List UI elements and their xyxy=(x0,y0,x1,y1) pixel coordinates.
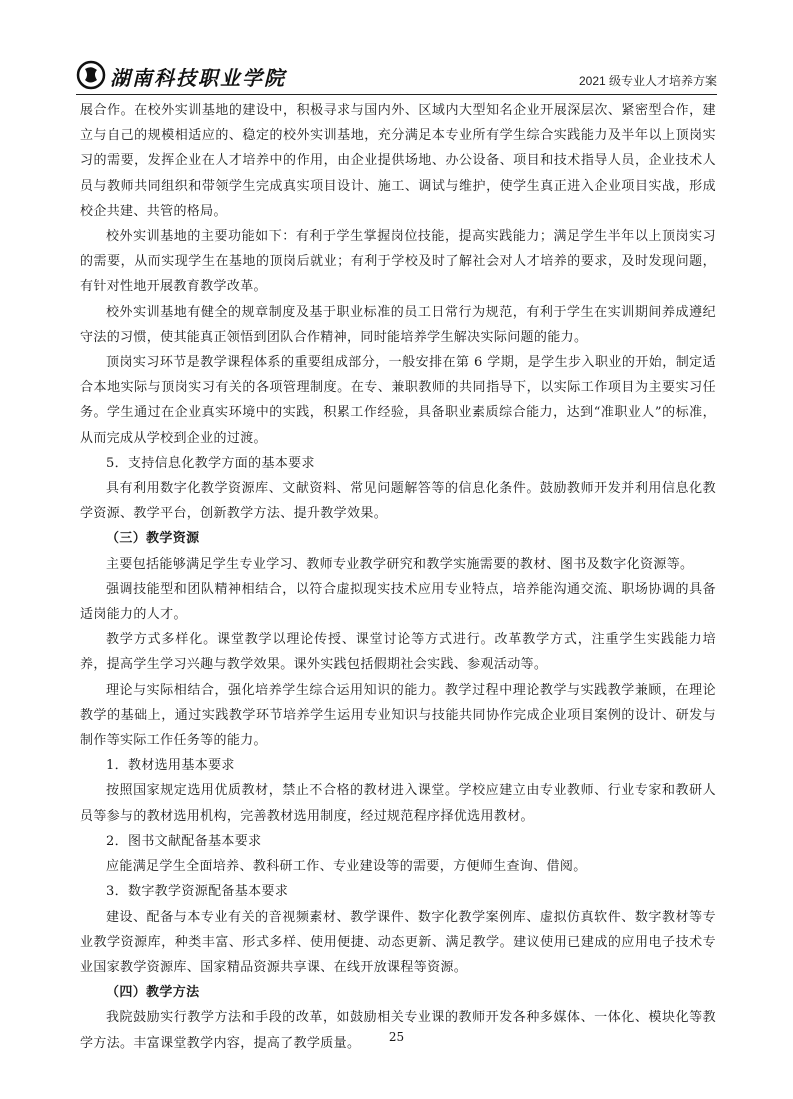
page-header xyxy=(76,58,717,95)
paragraph: 校外实训基地的主要功能如下：有利于学生掌握岗位技能，提高实践能力；满足学生半年以上顶岗实习的需要，从而实现学生在基地的顶岗后就业；有利于学校及时了解社会对人才培养的要求，及时发现问题，有针对性地开展教育教学改革。 xyxy=(80,229,716,295)
subsection-heading: 1．教材选用基本要求 xyxy=(106,758,235,774)
paragraph: 具有利用数字化教学资源库、文献资料、常见问题解答等的信息化条件。鼓励教师开发并利用信息化教学资源、教学平台，创新教学方法、提升教学效果。 xyxy=(80,481,716,522)
paragraph: 顶岗实习环节是教学课程体系的重要组成部分，一般安排在第 6 学期，是学生步入职业的开始，制定适合本地实际与顶岗实习有关的各项管理制度。在专、兼职教师的共同指导下，以实际工作项目为主要实习任务。学生通过在企业真实环境中的实践，积累工作经验，具备职业素质综合能力，达到“准职业人”的标准，从而完成从学校到企业的过渡。 xyxy=(80,355,716,446)
document-title: 2021 级专业人才培养方案 xyxy=(578,74,717,88)
paragraph: 按照国家规定选用优质教材，禁止不合格的教材进入课堂。学校应建立由专业教师、行业专家和教研人员等参与的教材选用机构，完善教材选用制度，经过规范程序择优选用教材。 xyxy=(80,783,716,824)
paragraph: 我院鼓励实行教学方法和手段的改革，如鼓励相关专业课的教师开发各种多媒体、一体化、模块化等教学方法。丰富课堂教学内容，提高了教学质量。 xyxy=(80,1010,716,1051)
subsection-heading: 3．数字教学资源配备基本要求 xyxy=(106,884,289,900)
paragraph: 主要包括能够满足学生专业学习、教师专业教学研究和教学实施需要的教材、图书及数字化资源等。 xyxy=(106,556,694,572)
school-name: 湖南科技职业学院 xyxy=(110,66,286,90)
paragraph: 强调技能型和团队精神相结合，以符合虚拟现实技术应用专业特点，培养能沟通交流、职场协调的具备适岗能力的人才。 xyxy=(80,581,716,623)
paragraph: 校外实训基地有健全的规章制度及基于职业标准的员工日常行为规范，有利于学生在实训期间养成遵纪守法的习惯，使其能真正领悟到团队合作精神，同时能培养学生解决实际问题的能力。 xyxy=(80,304,716,345)
school-logo-icon xyxy=(76,60,106,90)
paragraph: 理论与实际相结合，强化培养学生综合运用知识的能力。教学过程中理论教学与实践教学兼顾，在理论教学的基础上，通过实践教学环节培养学生运用专业知识与技能共同协作完成企业项目案例的设计、研发与制作等实际工作任务等的能力。 xyxy=(80,682,716,749)
paragraph: 建设、配备与本专业有关的音视频素材、教学课件、数字化教学案例库、虚拟仿真软件、数字教材等专业教学资源库，种类丰富、形式多样、使用便捷、动态更新、满足教学。建议使用已建成的应用电子技术专业国家教学资源库、国家精品资源共享课、在线开放课程等资源。 xyxy=(80,909,716,975)
page-body xyxy=(80,98,716,1056)
paragraph: 展合作。在校外实训基地的建设中，积极寻求与国内外、区域内大型知名企业开展深层次、紧密型合作，建立与自己的规模相适应的、稳定的校外实训基地，充分满足本专业所有学生综合实践能力及半年以上顶岗实习的需要，发挥企业在人才培养中的作用，由企业提供场地、办公设备、项目和技术指导人员，企业技术人员与教师共同组织和带领学生完成真实项目设计、施工、调试与维护，使学生真正进入企业项目实战，形成校企共建、共管的格局。 xyxy=(80,103,716,219)
paragraph: 应能满足学生全面培养、教科研工作、专业建设等的需要，方便师生查询、借阅。 xyxy=(106,859,587,875)
page-number: 25 xyxy=(388,1030,405,1044)
subsection-heading: 2．图书文献配备基本要求 xyxy=(106,833,262,849)
subsection-heading: 5．支持信息化教学方面的基本要求 xyxy=(106,455,315,471)
paragraph: 教学方式多样化。课堂教学以理论传授、课堂讨论等方式进行。改革教学方式，注重学生实践能力培养，提高学生学习兴趣与教学效果。课外实践包括假期社会实践、参观活动等。 xyxy=(80,632,716,673)
section-heading: （四）教学方法 xyxy=(106,985,200,1001)
section-heading: （三）教学资源 xyxy=(106,531,200,547)
